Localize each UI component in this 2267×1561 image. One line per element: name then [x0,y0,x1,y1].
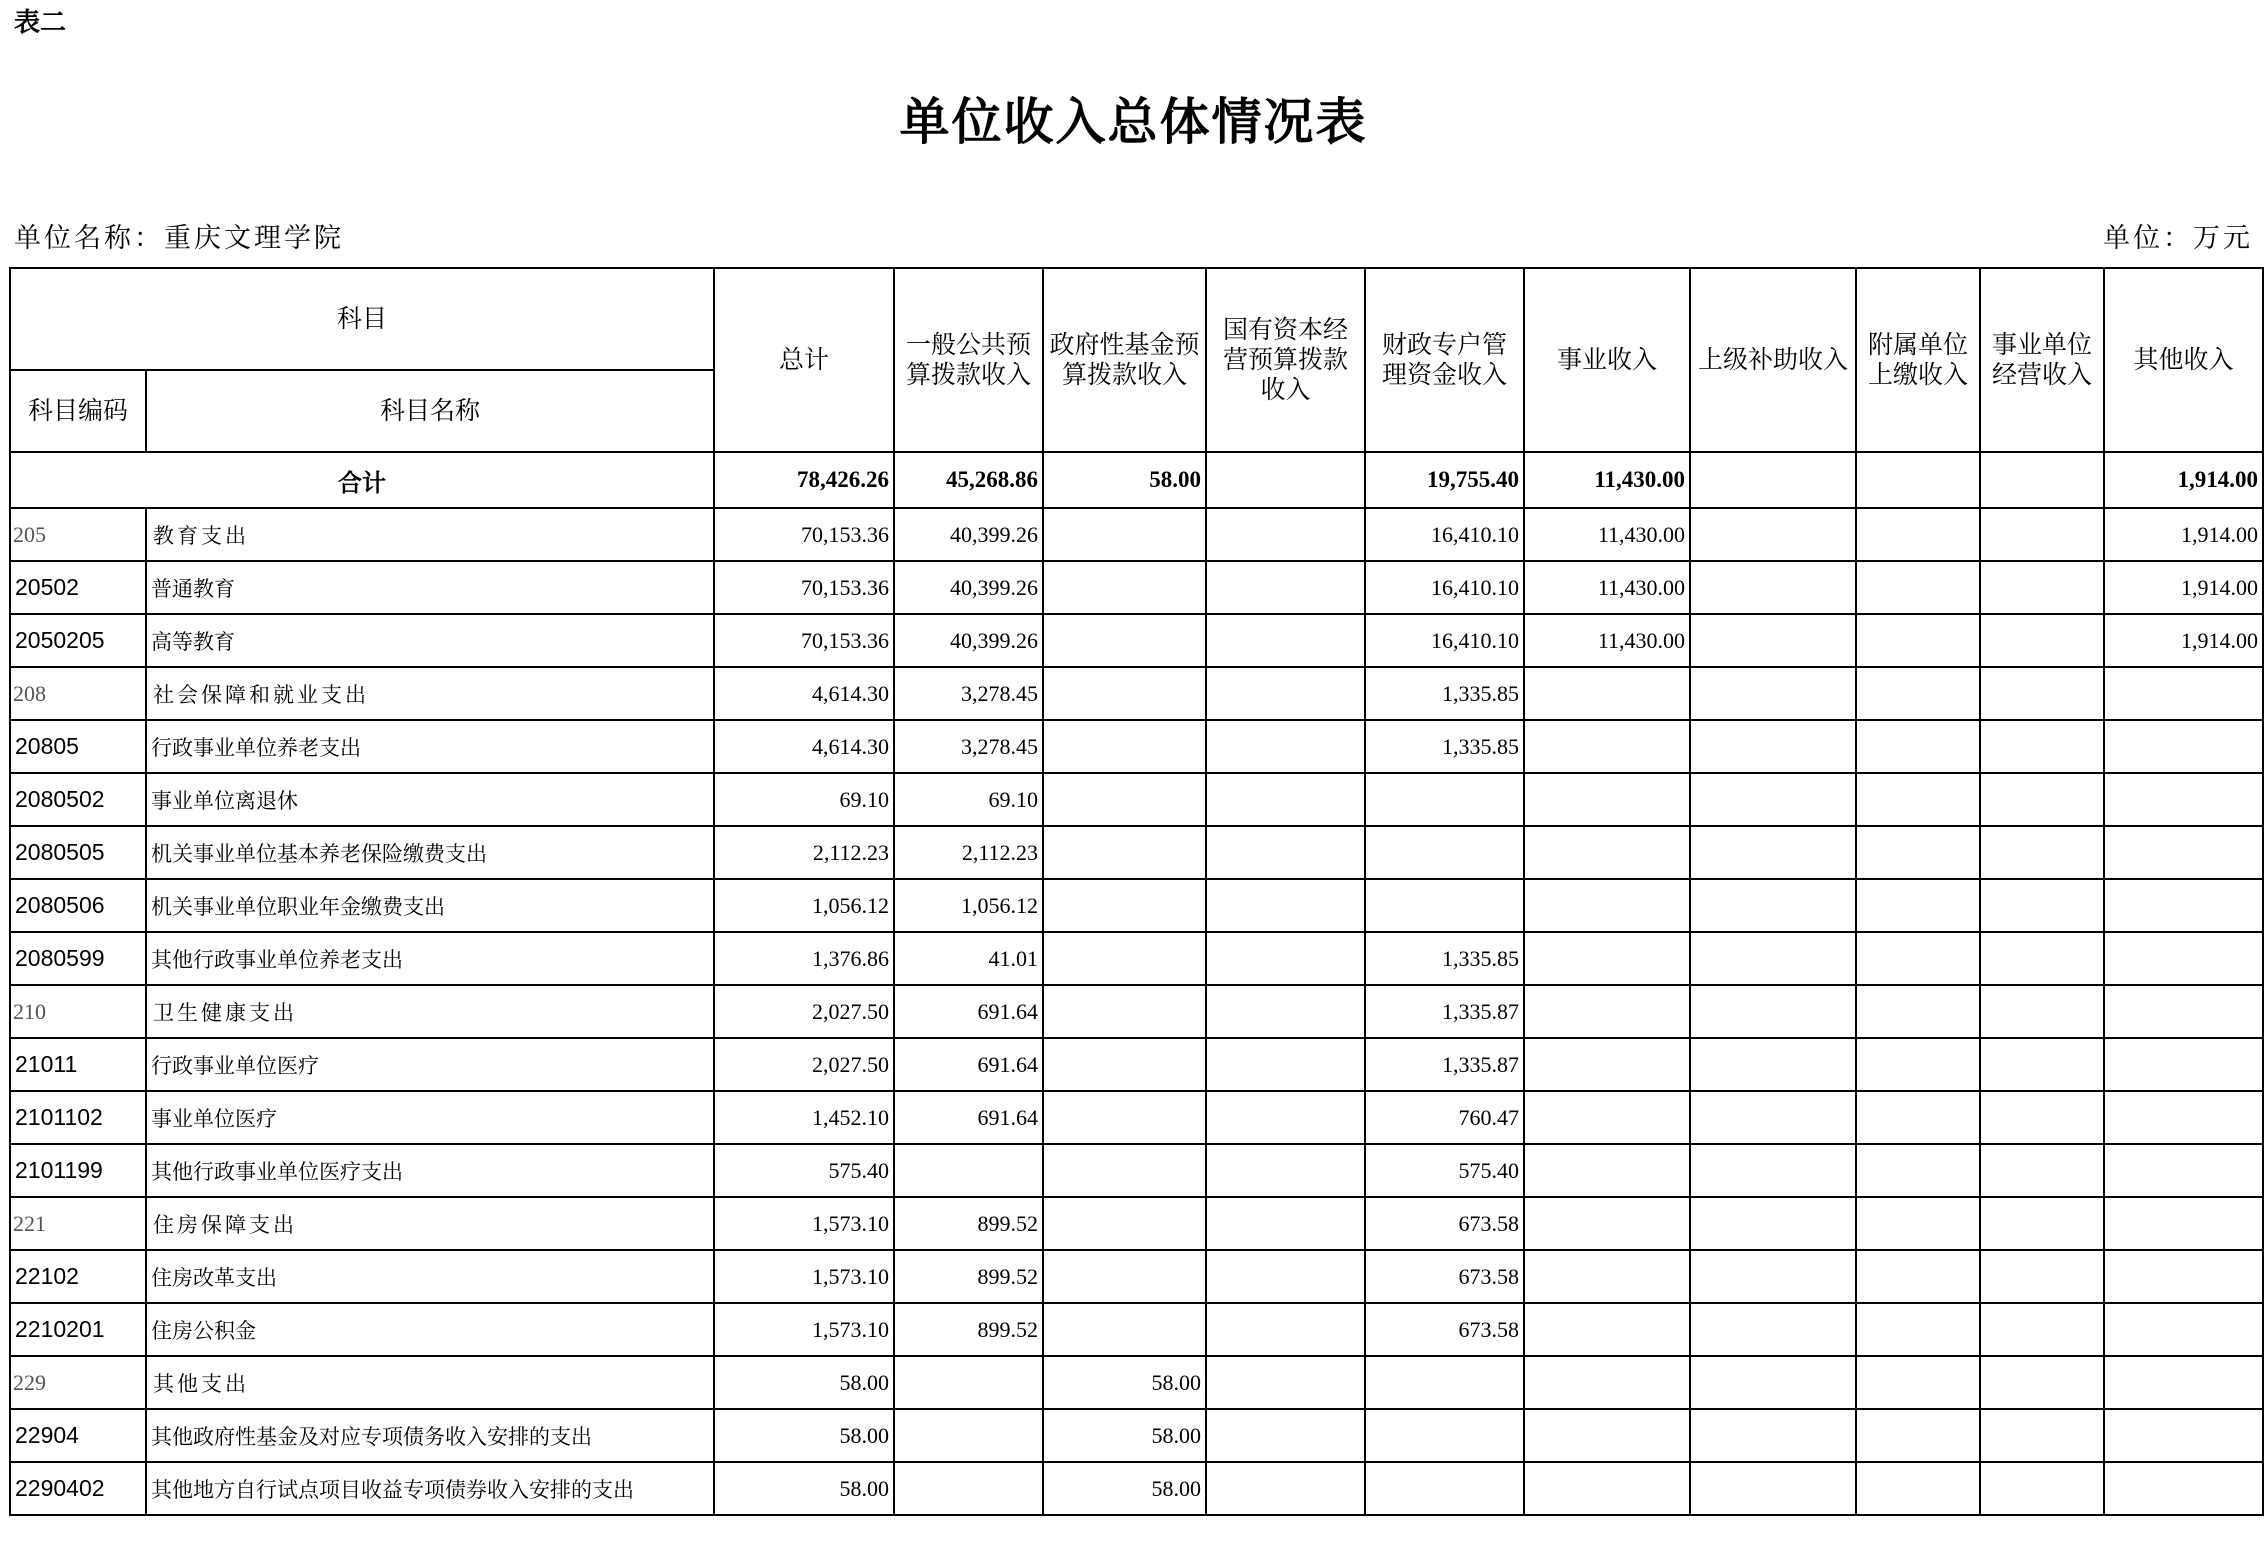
table-row [10,773,2263,826]
amount-cell [1856,667,1980,720]
amount-cell [2104,667,2263,720]
header-operating-income: 事业单位经营收入 [1980,268,2104,452]
amount-cell: 3,278.45 [894,720,1043,773]
amount-cell [1980,879,2104,932]
amount-cell [1690,508,1856,561]
subject-name-cell: 普通教育 [146,561,714,614]
amount-cell: 691.64 [894,1091,1043,1144]
amount-cell [2104,985,2263,1038]
total-cell: 78,426.26 [714,452,894,508]
amount-cell [1690,985,1856,1038]
amount-cell [1856,773,1980,826]
amount-cell [1980,1462,2104,1515]
amount-cell: 58.00 [714,1356,894,1409]
amount-cell: 16,410.10 [1365,561,1524,614]
unit-label: 单位：万元 [2103,223,2253,254]
table-row [10,561,2263,614]
amount-cell [1524,1091,1690,1144]
amount-cell [1043,1303,1206,1356]
table-row [10,985,2263,1038]
amount-cell: 1,914.00 [2104,614,2263,667]
subject-name-cell: 其他支出 [146,1356,714,1409]
amount-cell [1980,1250,2104,1303]
amount-cell: 691.64 [894,985,1043,1038]
amount-cell [1856,826,1980,879]
amount-cell [1206,720,1365,773]
amount-cell [1856,1356,1980,1409]
amount-cell [1206,879,1365,932]
amount-cell [1524,1409,1690,1462]
amount-cell: 760.47 [1365,1091,1524,1144]
amount-cell [1206,561,1365,614]
amount-cell: 41.01 [894,932,1043,985]
amount-cell [1690,879,1856,932]
subject-name-cell: 行政事业单位医疗 [146,1038,714,1091]
amount-cell [1043,985,1206,1038]
amount-cell [1524,1356,1690,1409]
amount-cell [1980,932,2104,985]
amount-cell: 2,112.23 [894,826,1043,879]
subject-name-cell: 机关事业单位职业年金缴费支出 [146,879,714,932]
total-row [10,452,2263,508]
amount-cell [1043,932,1206,985]
amount-cell [1524,1144,1690,1197]
header-subject: 科目 [10,268,714,370]
amount-cell [1980,614,2104,667]
amount-cell [2104,1462,2263,1515]
amount-cell [2104,1303,2263,1356]
amount-cell [1524,1462,1690,1515]
amount-cell: 899.52 [894,1250,1043,1303]
subject-name-cell: 其他政府性基金及对应专项债务收入安排的支出 [146,1409,714,1462]
table-row [10,1409,2263,1462]
amount-cell: 16,410.10 [1365,508,1524,561]
table-row [10,932,2263,985]
amount-cell [1856,1303,1980,1356]
amount-cell [1206,1038,1365,1091]
amount-cell [1365,826,1524,879]
amount-cell: 58.00 [714,1462,894,1515]
amount-cell [2104,879,2263,932]
total-cell [1980,452,2104,508]
amount-cell: 1,573.10 [714,1303,894,1356]
amount-cell: 69.10 [714,773,894,826]
amount-cell [1206,667,1365,720]
table-row [10,1303,2263,1356]
subject-code-cell: 2080599 [10,932,146,985]
amount-cell [1690,667,1856,720]
table-row [10,614,2263,667]
amount-cell [1980,773,2104,826]
subject-code-cell: 20805 [10,720,146,773]
amount-cell: 4,614.30 [714,667,894,720]
amount-cell [1856,561,1980,614]
subject-name-cell: 其他地方自行试点项目收益专项债券收入安排的支出 [146,1462,714,1515]
amount-cell: 58.00 [1043,1409,1206,1462]
document-label: 表二 [14,7,67,37]
subject-name-cell: 机关事业单位基本养老保险缴费支出 [146,826,714,879]
amount-cell: 11,430.00 [1524,561,1690,614]
total-cell: 45,268.86 [894,452,1043,508]
header-business-income: 事业收入 [1524,268,1690,452]
table-row [10,1091,2263,1144]
header-total: 总计 [714,268,894,452]
amount-cell [1043,614,1206,667]
amount-cell [2104,720,2263,773]
amount-cell: 2,112.23 [714,826,894,879]
table-row [10,720,2263,773]
subject-code-cell: 2080505 [10,826,146,879]
table-row [10,667,2263,720]
amount-cell [1206,1356,1365,1409]
amount-cell [1365,1409,1524,1462]
amount-cell [2104,1091,2263,1144]
amount-cell [1690,1091,1856,1144]
amount-cell [1365,879,1524,932]
amount-cell [1524,826,1690,879]
amount-cell [1856,1250,1980,1303]
table-row [10,1144,2263,1197]
amount-cell [1524,773,1690,826]
amount-cell [894,1356,1043,1409]
total-cell: 11,430.00 [1524,452,1690,508]
amount-cell [1690,773,1856,826]
subject-code-cell: 22904 [10,1409,146,1462]
header-row-1 [10,268,2263,370]
amount-cell [1206,826,1365,879]
amount-cell [2104,1356,2263,1409]
amount-cell: 11,430.00 [1524,614,1690,667]
amount-cell [1043,1038,1206,1091]
amount-cell [1690,614,1856,667]
subject-name-cell: 事业单位离退休 [146,773,714,826]
amount-cell: 1,914.00 [2104,561,2263,614]
subject-name-cell: 卫生健康支出 [146,985,714,1038]
subject-code-cell: 2101199 [10,1144,146,1197]
amount-cell [1980,1091,2104,1144]
amount-cell [1365,773,1524,826]
subject-name-cell: 住房改革支出 [146,1250,714,1303]
amount-cell [894,1144,1043,1197]
amount-cell: 1,573.10 [714,1197,894,1250]
amount-cell [1043,879,1206,932]
amount-cell: 575.40 [1365,1144,1524,1197]
amount-cell: 1,056.12 [714,879,894,932]
amount-cell [2104,1250,2263,1303]
page-title: 单位收入总体情况表 [899,92,1368,151]
unit-name: 单位名称：重庆文理学院 [14,223,344,254]
amount-cell [1206,1197,1365,1250]
amount-cell [1043,826,1206,879]
header-other-income: 其他收入 [2104,268,2263,452]
amount-cell: 70,153.36 [714,561,894,614]
amount-cell [1980,720,2104,773]
amount-cell: 58.00 [1043,1462,1206,1515]
amount-cell: 1,452.10 [714,1091,894,1144]
amount-cell [1856,720,1980,773]
amount-cell: 1,335.87 [1365,985,1524,1038]
amount-cell [1856,508,1980,561]
total-cell [1856,452,1980,508]
amount-cell: 4,614.30 [714,720,894,773]
amount-cell [1980,826,2104,879]
amount-cell [1524,932,1690,985]
subject-code-cell: 221 [10,1197,146,1250]
amount-cell [1856,1409,1980,1462]
amount-cell: 575.40 [714,1144,894,1197]
header-fiscal-special: 财政专户管理资金收入 [1365,268,1524,452]
subject-name-cell: 教育支出 [146,508,714,561]
amount-cell [1206,1462,1365,1515]
header-superior-subsidy: 上级补助收入 [1690,268,1856,452]
table-row [10,879,2263,932]
amount-cell: 70,153.36 [714,614,894,667]
subject-code-cell: 2290402 [10,1462,146,1515]
amount-cell [1690,1250,1856,1303]
amount-cell: 40,399.26 [894,561,1043,614]
amount-cell [1206,614,1365,667]
amount-cell [1980,667,2104,720]
amount-cell [1043,720,1206,773]
table-row [10,1038,2263,1091]
subject-name-cell: 其他行政事业单位养老支出 [146,932,714,985]
amount-cell [1043,1091,1206,1144]
subject-name-cell: 高等教育 [146,614,714,667]
amount-cell [1856,1462,1980,1515]
amount-cell [1206,932,1365,985]
subject-name-cell: 事业单位医疗 [146,1091,714,1144]
header-general-budget: 一般公共预算拨款收入 [894,268,1043,452]
amount-cell [1043,773,1206,826]
amount-cell: 70,153.36 [714,508,894,561]
amount-cell [1856,1197,1980,1250]
amount-cell: 1,335.85 [1365,932,1524,985]
amount-cell [1980,1356,2104,1409]
amount-cell: 1,335.85 [1365,667,1524,720]
subject-code-cell: 210 [10,985,146,1038]
amount-cell: 58.00 [714,1409,894,1462]
amount-cell: 1,335.85 [1365,720,1524,773]
subject-code-cell: 22102 [10,1250,146,1303]
amount-cell [1524,1197,1690,1250]
amount-cell [1524,667,1690,720]
table-row [10,508,2263,561]
amount-cell [1206,773,1365,826]
amount-cell [1043,1250,1206,1303]
amount-cell [1856,932,1980,985]
amount-cell [1690,720,1856,773]
amount-cell [1365,1462,1524,1515]
amount-cell [1980,1038,2104,1091]
subject-code-cell: 2080502 [10,773,146,826]
amount-cell [1690,826,1856,879]
subject-code-cell: 20502 [10,561,146,614]
amount-cell: 1,335.87 [1365,1038,1524,1091]
amount-cell: 2,027.50 [714,1038,894,1091]
amount-cell [1980,1303,2104,1356]
table-row [10,1250,2263,1303]
amount-cell: 1,376.86 [714,932,894,985]
amount-cell [1206,508,1365,561]
amount-cell: 673.58 [1365,1197,1524,1250]
amount-cell: 3,278.45 [894,667,1043,720]
amount-cell [1524,1038,1690,1091]
amount-cell: 58.00 [1043,1356,1206,1409]
amount-cell [1980,1144,2104,1197]
amount-cell [1856,879,1980,932]
amount-cell [1043,561,1206,614]
amount-cell [1206,1303,1365,1356]
total-label: 合计 [10,452,714,508]
subject-code-cell: 208 [10,667,146,720]
total-cell: 1,914.00 [2104,452,2263,508]
amount-cell [1524,720,1690,773]
subject-code-cell: 2210201 [10,1303,146,1356]
amount-cell: 899.52 [894,1197,1043,1250]
amount-cell [1043,1197,1206,1250]
subject-code-cell: 2050205 [10,614,146,667]
income-table [9,267,2264,1516]
amount-cell [1043,1144,1206,1197]
total-cell [1206,452,1365,508]
amount-cell [2104,1144,2263,1197]
amount-cell: 16,410.10 [1365,614,1524,667]
subject-code-cell: 229 [10,1356,146,1409]
amount-cell [1524,879,1690,932]
amount-cell [1524,1250,1690,1303]
amount-cell: 899.52 [894,1303,1043,1356]
amount-cell [2104,1409,2263,1462]
amount-cell [1365,1356,1524,1409]
amount-cell [1980,1409,2104,1462]
amount-cell: 40,399.26 [894,508,1043,561]
amount-cell [1690,1197,1856,1250]
amount-cell [894,1409,1043,1462]
subject-name-cell: 社会保障和就业支出 [146,667,714,720]
amount-cell [1856,1038,1980,1091]
amount-cell: 1,914.00 [2104,508,2263,561]
subject-code-cell: 2101102 [10,1091,146,1144]
subject-name-cell: 其他行政事业单位医疗支出 [146,1144,714,1197]
amount-cell: 11,430.00 [1524,508,1690,561]
amount-cell [1980,985,2104,1038]
amount-cell [1524,985,1690,1038]
amount-cell: 691.64 [894,1038,1043,1091]
table-row [10,1356,2263,1409]
total-cell: 58.00 [1043,452,1206,508]
amount-cell [2104,932,2263,985]
amount-cell [2104,773,2263,826]
amount-cell [1690,1303,1856,1356]
amount-cell [1856,614,1980,667]
amount-cell [1856,1144,1980,1197]
amount-cell [2104,826,2263,879]
subject-code-cell: 2080506 [10,879,146,932]
total-cell [1690,452,1856,508]
amount-cell: 40,399.26 [894,614,1043,667]
header-subject-code: 科目编码 [10,370,146,452]
amount-cell [1690,1462,1856,1515]
amount-cell [1206,1409,1365,1462]
subject-code-cell: 21011 [10,1038,146,1091]
amount-cell [1856,985,1980,1038]
amount-cell [1690,1038,1856,1091]
table-row [10,826,2263,879]
subject-name-cell: 行政事业单位养老支出 [146,720,714,773]
amount-cell: 1,573.10 [714,1250,894,1303]
header-gov-fund: 政府性基金预算拨款收入 [1043,268,1206,452]
amount-cell [1856,1091,1980,1144]
amount-cell: 673.58 [1365,1250,1524,1303]
subject-name-cell: 住房公积金 [146,1303,714,1356]
amount-cell [2104,1197,2263,1250]
amount-cell [1690,561,1856,614]
amount-cell [894,1462,1043,1515]
amount-cell [1690,1356,1856,1409]
header-affiliated-payment: 附属单位上缴收入 [1856,268,1980,452]
amount-cell [1206,1250,1365,1303]
amount-cell [1690,1409,1856,1462]
amount-cell [1980,1197,2104,1250]
amount-cell [1043,508,1206,561]
amount-cell [1524,1303,1690,1356]
amount-cell: 69.10 [894,773,1043,826]
subject-code-cell: 205 [10,508,146,561]
amount-cell [1690,1144,1856,1197]
amount-cell [1690,932,1856,985]
amount-cell [2104,1038,2263,1091]
amount-cell [1206,1144,1365,1197]
amount-cell [1043,667,1206,720]
amount-cell: 673.58 [1365,1303,1524,1356]
header-subject-name: 科目名称 [146,370,714,452]
amount-cell [1980,508,2104,561]
amount-cell: 1,056.12 [894,879,1043,932]
subject-name-cell: 住房保障支出 [146,1197,714,1250]
header-state-capital: 国有资本经营预算拨款收入 [1206,268,1365,452]
amount-cell [1206,985,1365,1038]
amount-cell: 2,027.50 [714,985,894,1038]
amount-cell [1980,561,2104,614]
table-row [10,1462,2263,1515]
amount-cell [1206,1091,1365,1144]
table-row [10,1197,2263,1250]
total-cell: 19,755.40 [1365,452,1524,508]
